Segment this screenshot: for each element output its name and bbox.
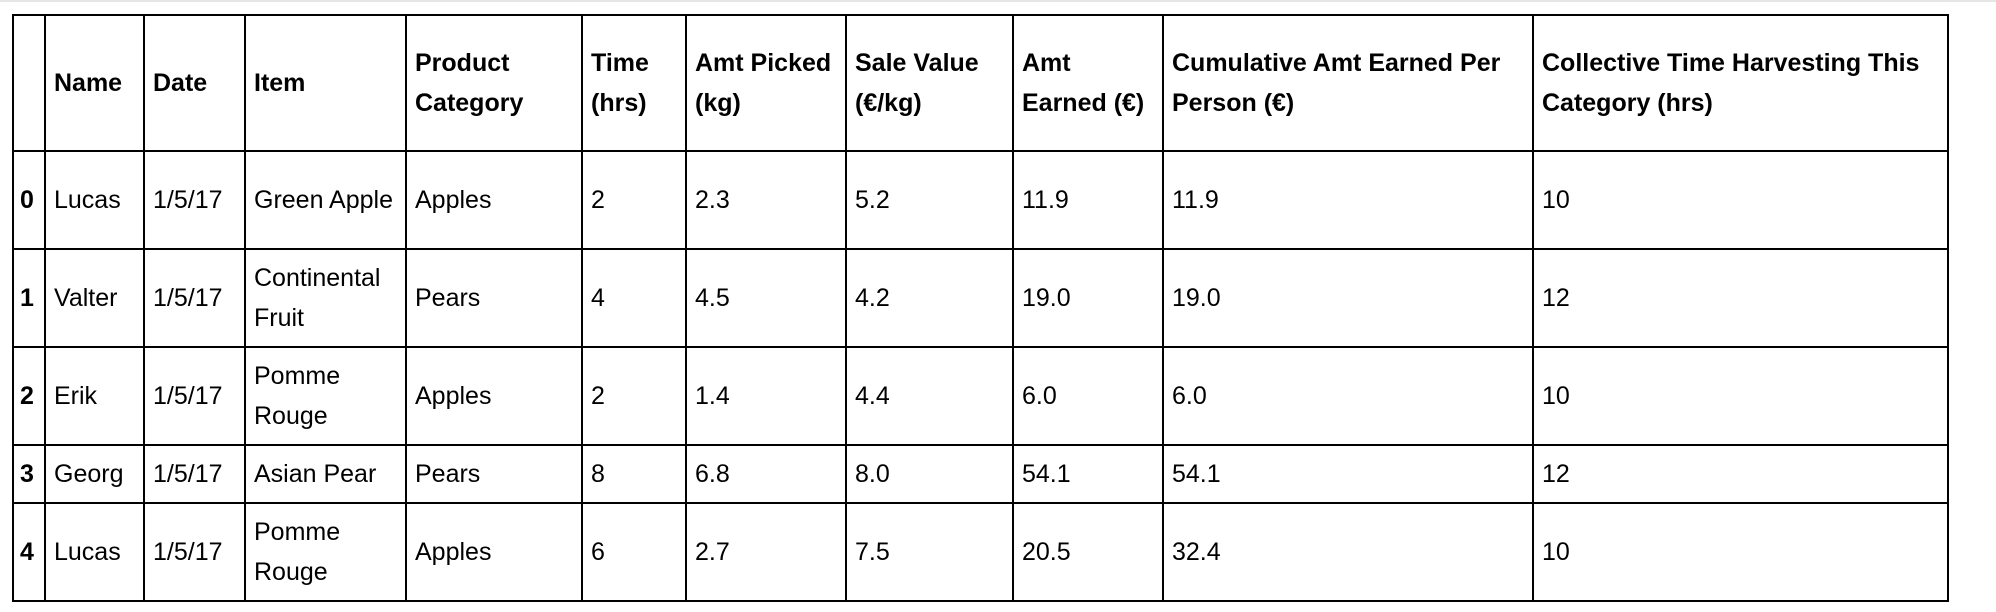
cell-product-category: Pears [406, 249, 582, 347]
cell-amt-earned: 54.1 [1013, 445, 1163, 503]
cell-amt-picked: 1.4 [686, 347, 846, 445]
cell-time: 8 [582, 445, 686, 503]
table-row [13, 249, 1948, 347]
cell-date: 1/5/17 [144, 151, 245, 249]
cell-date: 1/5/17 [144, 347, 245, 445]
cell-cumulative-amt: 6.0 [1163, 347, 1533, 445]
row-index: 3 [13, 445, 45, 503]
cell-product-category: Apples [406, 347, 582, 445]
cell-cumulative-amt: 11.9 [1163, 151, 1533, 249]
cell-item: Asian Pear [245, 445, 406, 503]
row-index: 0 [13, 151, 45, 249]
cell-collective-time: 10 [1533, 503, 1948, 601]
table-row [13, 151, 1948, 249]
table-row [13, 347, 1948, 445]
cell-product-category: Apples [406, 503, 582, 601]
row-index: 1 [13, 249, 45, 347]
cell-product-category: Pears [406, 445, 582, 503]
table-row [13, 445, 1948, 503]
cell-cumulative-amt: 54.1 [1163, 445, 1533, 503]
cell-collective-time: 12 [1533, 249, 1948, 347]
column-header-name: Name [45, 15, 144, 151]
cell-amt-earned: 11.9 [1013, 151, 1163, 249]
cell-time: 2 [582, 347, 686, 445]
column-header-collective-time: Collective Time Harvesting This Category (hrs) [1533, 15, 1948, 151]
cell-item: Pomme Rouge [245, 347, 406, 445]
cell-date: 1/5/17 [144, 445, 245, 503]
cell-collective-time: 10 [1533, 347, 1948, 445]
cell-amt-earned: 6.0 [1013, 347, 1163, 445]
cell-name: Valter [45, 249, 144, 347]
column-header-product-category: Product Category [406, 15, 582, 151]
column-header-date: Date [144, 15, 245, 151]
index-header [13, 15, 45, 151]
cell-sale-value: 7.5 [846, 503, 1013, 601]
cell-product-category: Apples [406, 151, 582, 249]
row-index: 2 [13, 347, 45, 445]
column-header-sale-value: Sale Value (€/kg) [846, 15, 1013, 151]
row-index: 4 [13, 503, 45, 601]
cell-sale-value: 5.2 [846, 151, 1013, 249]
cell-sale-value: 4.4 [846, 347, 1013, 445]
top-divider [0, 0, 1996, 2]
header-row [13, 15, 1948, 151]
column-header-amt-picked: Amt Picked (kg) [686, 15, 846, 151]
cell-date: 1/5/17 [144, 249, 245, 347]
cell-name: Lucas [45, 151, 144, 249]
cell-collective-time: 12 [1533, 445, 1948, 503]
cell-amt-picked: 6.8 [686, 445, 846, 503]
table-row [13, 503, 1948, 601]
cell-amt-picked: 2.3 [686, 151, 846, 249]
column-header-item: Item [245, 15, 406, 151]
cell-amt-picked: 2.7 [686, 503, 846, 601]
column-header-time: Time (hrs) [582, 15, 686, 151]
cell-name: Georg [45, 445, 144, 503]
cell-time: 4 [582, 249, 686, 347]
cell-cumulative-amt: 32.4 [1163, 503, 1533, 601]
cell-item: Green Apple [245, 151, 406, 249]
column-header-amt-earned: Amt Earned (€) [1013, 15, 1163, 151]
cell-amt-earned: 19.0 [1013, 249, 1163, 347]
cell-sale-value: 4.2 [846, 249, 1013, 347]
column-header-cumulative-amt: Cumulative Amt Earned Per Person (€) [1163, 15, 1533, 151]
cell-amt-picked: 4.5 [686, 249, 846, 347]
cell-cumulative-amt: 19.0 [1163, 249, 1533, 347]
cell-time: 2 [582, 151, 686, 249]
cell-collective-time: 10 [1533, 151, 1948, 249]
cell-item: Pomme Rouge [245, 503, 406, 601]
cell-name: Lucas [45, 503, 144, 601]
cell-item: Continental Fruit [245, 249, 406, 347]
cell-name: Erik [45, 347, 144, 445]
dataframe-table [12, 14, 1949, 602]
cell-time: 6 [582, 503, 686, 601]
cell-sale-value: 8.0 [846, 445, 1013, 503]
cell-amt-earned: 20.5 [1013, 503, 1163, 601]
cell-date: 1/5/17 [144, 503, 245, 601]
